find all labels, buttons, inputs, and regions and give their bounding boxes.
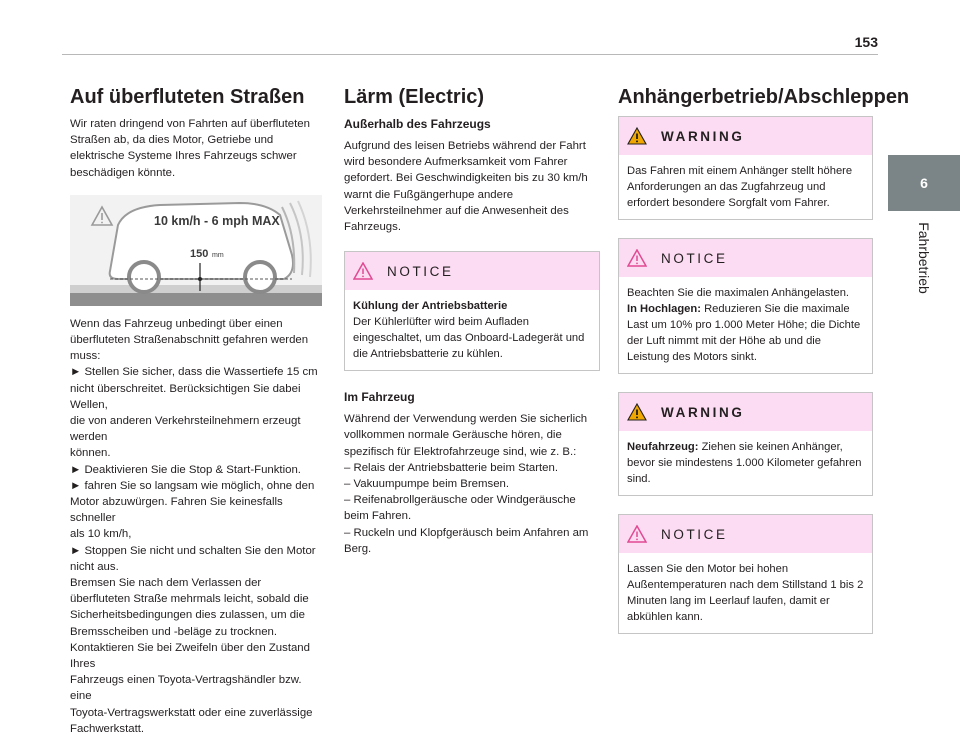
notice-box-trailer-load xyxy=(618,238,873,374)
text-line: Kontaktieren Sie bei Zweifeln über den Zustand Ihres xyxy=(70,641,310,671)
notice-body xyxy=(345,290,599,370)
notice-box-battery-cooling xyxy=(344,251,600,371)
notice-header xyxy=(345,252,599,290)
intro-paragraph: Wir raten dringend von Fahrten auf überfluteten Straßen ab, da dies Motor, Getriebe und elektrische Systeme Ihres Fahrzeugs schwer beschädigen könnte. xyxy=(70,118,310,179)
warning-triangle-icon xyxy=(627,127,647,145)
subheading-outside: Außerhalb des Fahrzeugs xyxy=(344,117,491,131)
section-title: Lärm (Electric) xyxy=(344,86,485,108)
section-title: Anhängerbetrieb/Abschleppen xyxy=(618,86,910,108)
notice-label: NOTICE xyxy=(661,526,728,542)
notice-body xyxy=(619,277,872,373)
water-depth-unit: mm xyxy=(212,251,224,259)
list-item: – Vakuumpumpe beim Bremsen. xyxy=(344,478,510,491)
notice-label: NOTICE xyxy=(387,263,454,279)
warning-bold-heading: Neufahrzeug: xyxy=(627,441,699,453)
list-item: – Reifenabrollgeräusche oder Windgeräusche beim Fahren. xyxy=(344,494,576,523)
notice-body xyxy=(619,553,872,633)
warning-triangle-icon xyxy=(627,525,647,543)
notice-text: Beachten Sie die maximalen Anhängelasten. xyxy=(627,287,850,299)
notice-label: NOTICE xyxy=(661,250,728,266)
notice-header xyxy=(619,239,872,277)
notice-bold-heading: In Hochlagen: xyxy=(627,303,701,315)
notice-bold-heading: Kühlung der Antriebsbatterie xyxy=(353,300,508,313)
warning-label: WARNING xyxy=(661,128,745,144)
text-line: Fachwerkstatt. xyxy=(70,722,145,735)
column-noise xyxy=(344,84,600,557)
paragraph-outside: Aufgrund des leisen Betriebs während der Fahrt wird besondere Aufmerksamkeit vom Fahrer gefordert. Bei Geschwindigkeiten bis zu 30 km/h warnt die Fußgängerhupe andere Verkehrsteilnehmer auf die Anwesenheit des Fahrzeugs. xyxy=(344,140,588,234)
text-line: Sicherheitsbedingungen dies zulassen, um die xyxy=(70,609,305,622)
speed-limit-label: 10 km/h - 6 mph MAX xyxy=(154,213,280,228)
notice-text: Lassen Sie den Motor bei hohen Außentemperaturen nach dem Stillstand 1 bis 2 Minuten lang im Leerlauf laufen, damit er abkühlen kann. xyxy=(627,563,864,623)
chapter-label: Fahrbetrieb xyxy=(916,222,932,294)
text-line: ► Deaktivieren Sie die Stop & Start-Funktion. xyxy=(70,463,301,476)
text-line: die von anderen Verkehrsteilnehmern erzeugt werden xyxy=(70,415,301,444)
chapter-number: 6 xyxy=(920,175,928,191)
notice-box-engine-cooldown xyxy=(618,514,873,634)
text-line: ► fahren Sie so langsam wie möglich, ohne den xyxy=(70,479,315,492)
warning-box-new-vehicle xyxy=(618,392,873,496)
warning-triangle-icon xyxy=(627,403,647,421)
text-line: überfluteten Straße mehrmals leicht, sobald die xyxy=(70,593,309,606)
column-flooded-roads xyxy=(70,84,322,737)
warning-triangle-icon xyxy=(353,262,373,280)
warning-header xyxy=(619,117,872,155)
list-item: – Ruckeln und Klopfgeräusch beim Anfahren am Berg. xyxy=(344,526,589,555)
warning-body xyxy=(619,431,872,495)
text-line: nicht überschreitet. Berücksichtigen Sie dabei Wellen, xyxy=(70,382,301,411)
text-line: als 10 km/h, xyxy=(70,528,132,541)
warning-triangle-icon xyxy=(627,249,647,267)
flooded-road-instructions xyxy=(70,316,322,737)
text-line: Toyota-Vertragswerkstatt oder eine zuverlässige xyxy=(70,706,313,719)
text-line: Motor abzuwürgen. Fahren Sie keinesfalls schneller xyxy=(70,496,283,525)
flooded-road-illustration xyxy=(70,195,322,306)
chapter-tab[interactable] xyxy=(888,155,960,211)
warning-box-trailer xyxy=(618,116,873,220)
warning-label: WARNING xyxy=(661,404,745,420)
page-number: 153 xyxy=(854,34,878,50)
notice-text: Reduzieren Sie die maximale Last um 10% pro 1.000 Meter Höhe; die Dichte der Luft nimmt mit der Höhe ab und die Leistung des Motors sinkt. xyxy=(627,303,861,363)
warning-body xyxy=(619,155,872,219)
text-line: können. xyxy=(70,447,111,460)
text-line: nicht aus. xyxy=(70,560,119,573)
warning-header xyxy=(619,393,872,431)
notice-header xyxy=(619,515,872,553)
text-line: Bremsscheiben und -beläge zu trocknen. xyxy=(70,625,278,638)
notice-text: Der Kühlerlüfter wird beim Aufladen eingeschaltet, um das Onboard-Ladegerät und die Antriebsbatterie zu kühlen. xyxy=(353,316,585,361)
warning-text: Ziehen sie keinen Anhänger, bevor sie mindestens 1.000 Kilometer gefahren sind. xyxy=(627,441,862,485)
column-trailer xyxy=(618,84,910,652)
text-line: ► Stoppen Sie nicht und schalten Sie den Motor xyxy=(70,544,316,557)
text-line: überfluteten Straßenabschnitt gefahren werden muss: xyxy=(70,334,309,363)
text-line: ► Stellen Sie sicher, dass die Wassertiefe 15 cm xyxy=(70,366,318,379)
section-title: Auf überfluteten Straßen xyxy=(70,86,305,108)
subheading-inside: Im Fahrzeug xyxy=(344,390,415,405)
list-item: – Relais der Antriebsbatterie beim Starten. xyxy=(344,461,559,474)
paragraph-inside: Während der Verwendung werden Sie sicherlich vollkommen normale Geräusche hören, die spezifisch für Elektrofahrzeuge sind, wie z. B.: xyxy=(344,413,588,458)
text-line: Bremsen Sie nach dem Verlassen der xyxy=(70,577,262,590)
text-line: Wenn das Fahrzeug unbedingt über einen xyxy=(70,317,283,330)
water-depth-value: 150 xyxy=(190,247,209,260)
warning-text: Das Fahren mit einem Anhänger stellt höhere Anforderungen an das Zugfahrzeug und erfordert besondere Sorgfalt vom Fahrer. xyxy=(627,165,853,209)
text-line: Fahrzeugs einen Toyota-Vertragshändler bzw. eine xyxy=(70,674,302,703)
top-divider xyxy=(62,54,878,55)
